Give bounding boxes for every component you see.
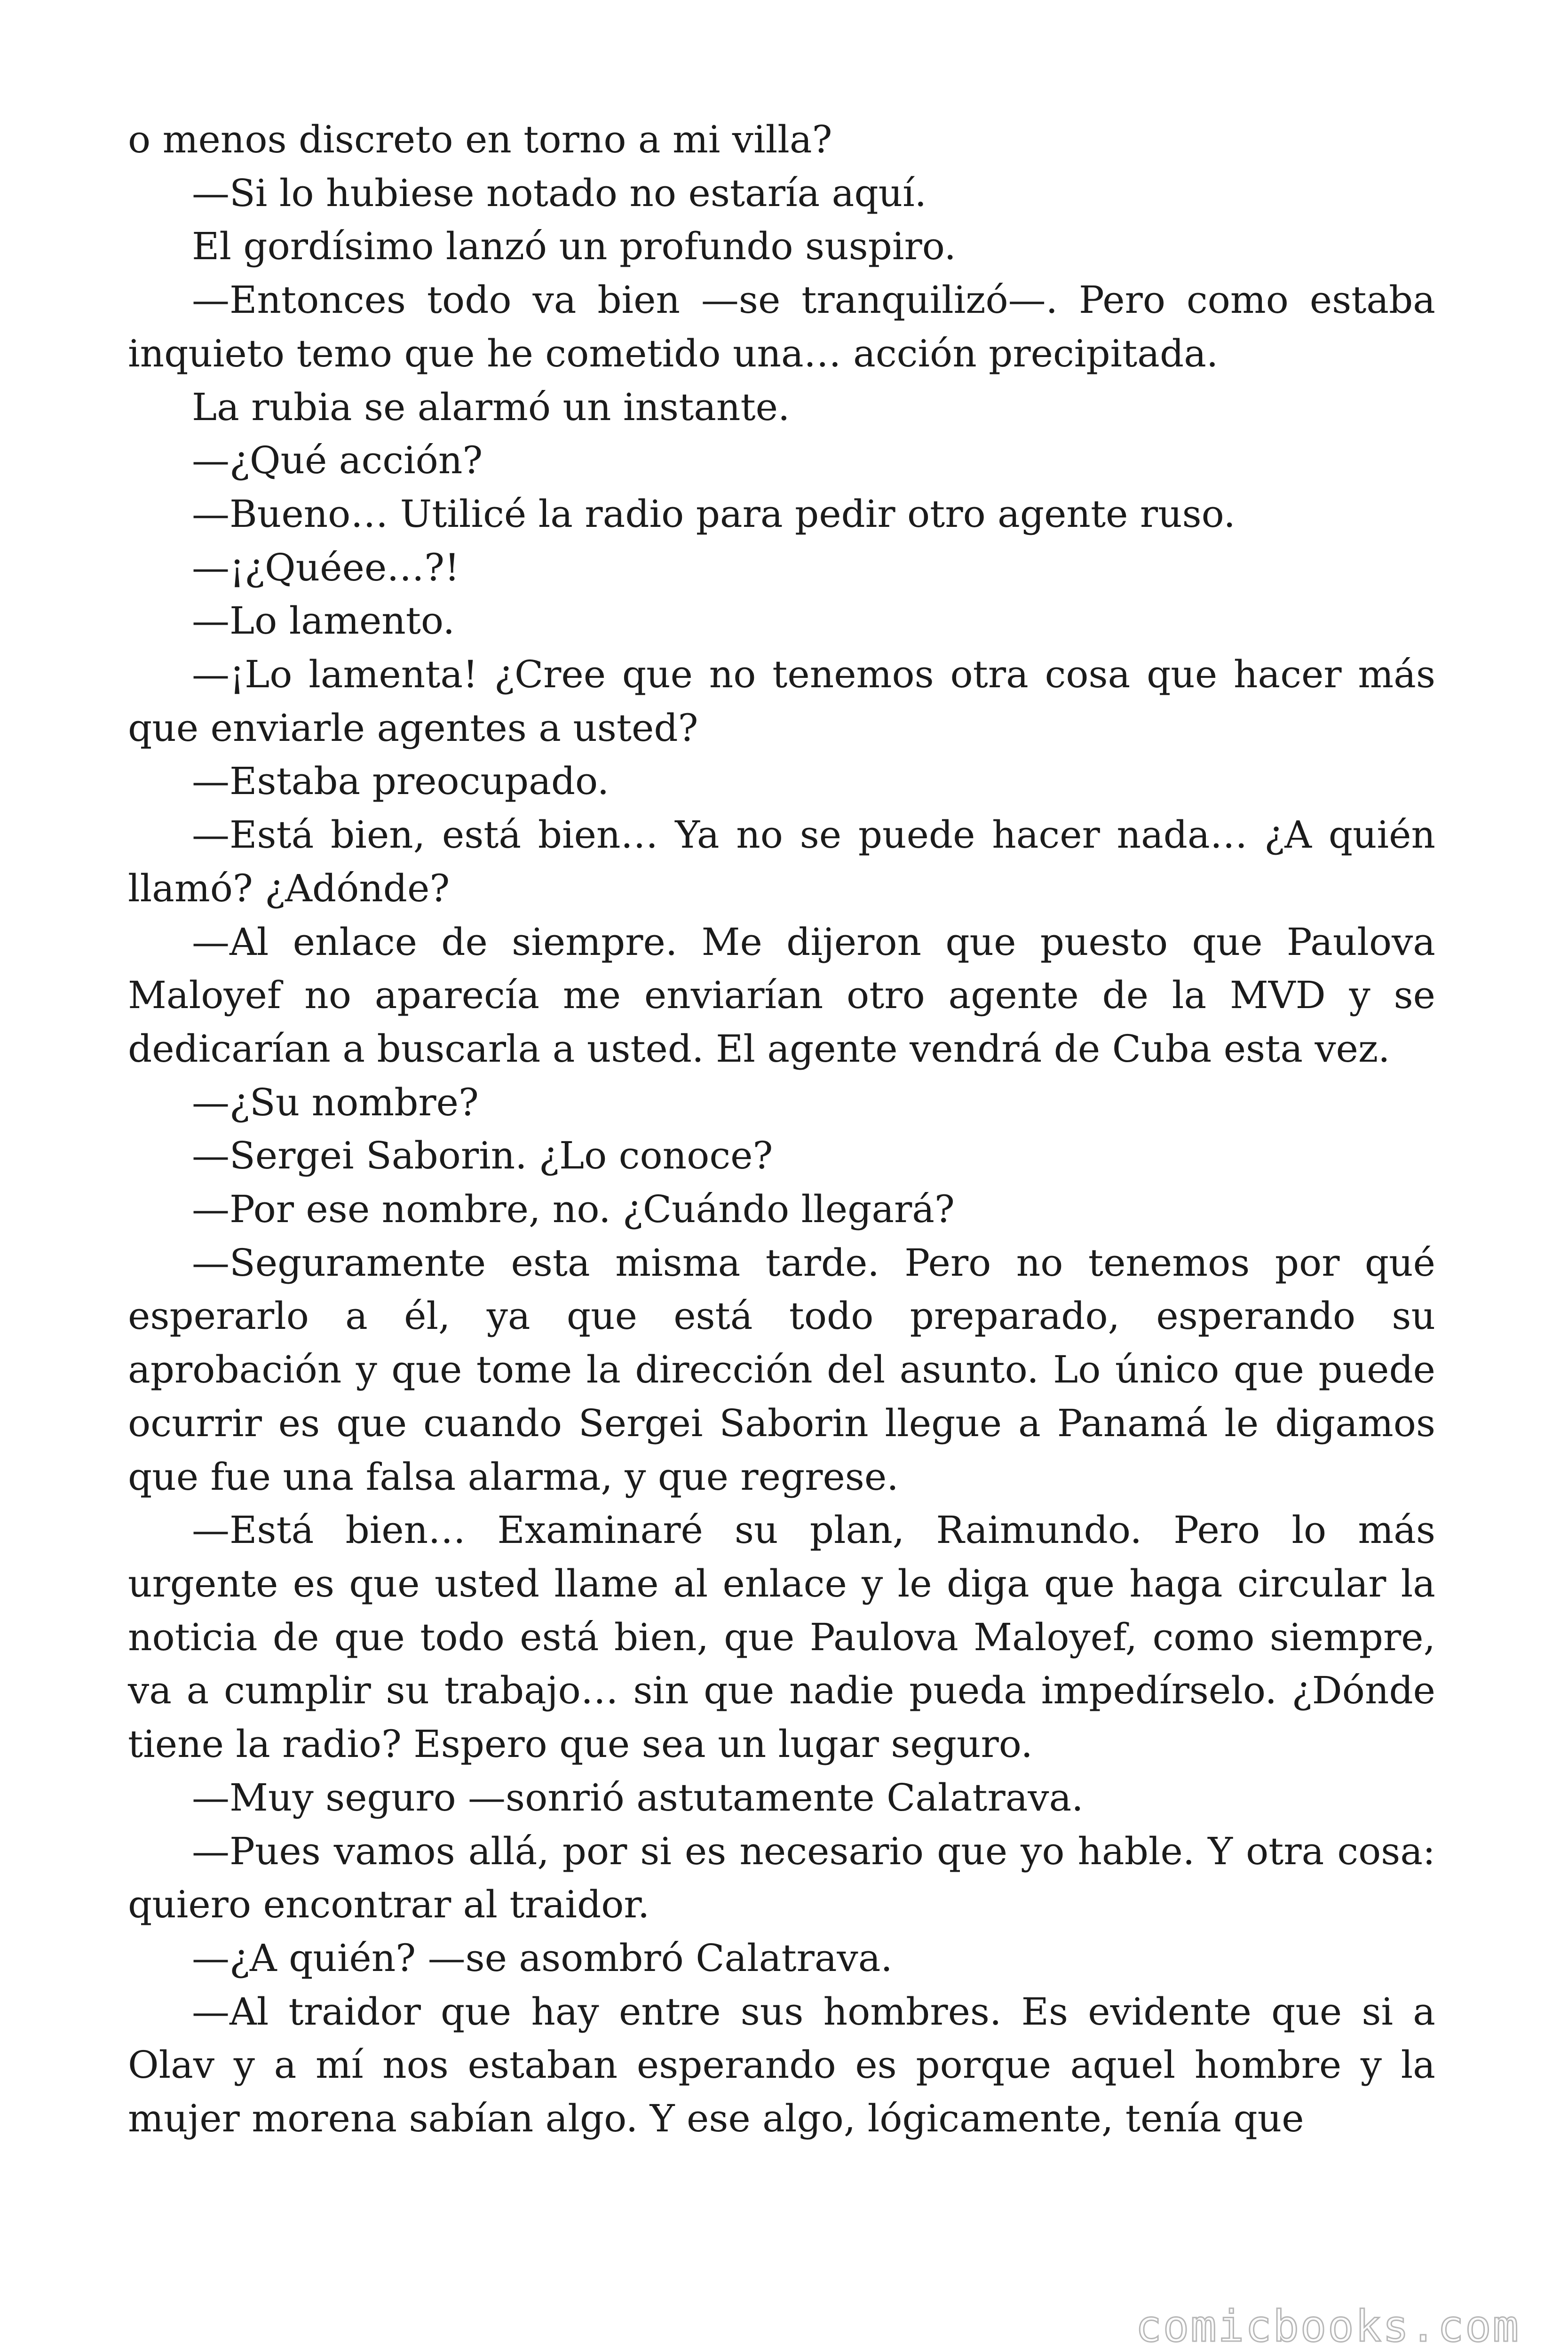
paragraph: —¿Qué acción? [192,438,483,483]
paragraph: —Bueno… Utilicé la radio para pedir otro agente ruso. [192,492,1235,536]
paragraph: —¿Su nombre? [192,1080,479,1124]
paragraph: —¡¿Quéee…?! [192,545,460,589]
paragraph: La rubia se alarmó un instante. [192,385,790,429]
paragraph: —Si lo hubiese notado no estaría aquí. [192,171,927,215]
paragraph: —Seguramente esta misma tarde. Pero no tenemos por qué esperarlo a él, ya que está todo preparado, esperando su aprobación y que tome la dirección del asunto. Lo único que puede ocurrir es que cuando Sergei Saborin llegue a Panamá le digamos que fue una falsa alarma, y que regrese. [128,1240,1435,1499]
paragraph: —Estaba preocupado. [192,759,610,803]
paragraph: —Sergei Saborin. ¿Lo conoce? [192,1134,773,1178]
paragraph: —Muy seguro —sonrió astutamente Calatrava. [192,1775,1084,1820]
paragraph: —Está bien, está bien… Ya no se puede hacer nada… ¿A quién llamó? ¿Adónde? [128,813,1435,910]
paragraph-last: —Al traidor que hay entre sus hombres. Es evidente que si a Olav y a mí nos estaban esperando es porque aquel hombre y la mujer morena sabían algo. Y ese algo, lógicamente, tenía que [128,1989,1435,2141]
paragraph: —Pues vamos allá, por si es necesario que yo hable. Y otra cosa: quiero encontrar al traidor. [128,1829,1435,1927]
paragraph: —Lo lamento. [192,599,455,643]
paragraph: —Entonces todo va bien —se tranquilizó—. Pero como estaba inquieto temo que he cometido una… acción precipitada. [128,278,1435,375]
paragraph: —¡Lo lamenta! ¿Cree que no tenemos otra cosa que hacer más que enviarle agentes a usted? [128,652,1435,750]
paragraph: o menos discreto en torno a mi villa? [128,118,832,161]
paragraph: El gordísimo lanzó un profundo suspiro. [192,224,956,269]
page-text [128,113,1435,2145]
paragraph: —¿A quién? —se asombró Calatrava. [192,1936,893,1980]
watermark: comicbooks.com [1135,2301,1520,2352]
paragraph: —Está bien… Examinaré su plan, Raimundo. Pero lo más urgente es que usted llame al enlace y le diga que haga circular la noticia de que todo está bien, que Paulova Maloyef, como siempre, va a cumplir su trabajo… sin que nadie pueda impedírselo. ¿Dónde tiene la radio? Espero que sea un lugar seguro. [128,1508,1435,1766]
paragraph: —Por ese nombre, no. ¿Cuándo llegará? [192,1187,955,1232]
paragraph: —Al enlace de siempre. Me dijeron que puesto que Paulova Maloyef no aparecía me enviarían otro agente de la MVD y se dedicarían a buscarla a usted. El agente vendrá de Cuba esta vez. [128,920,1435,1071]
